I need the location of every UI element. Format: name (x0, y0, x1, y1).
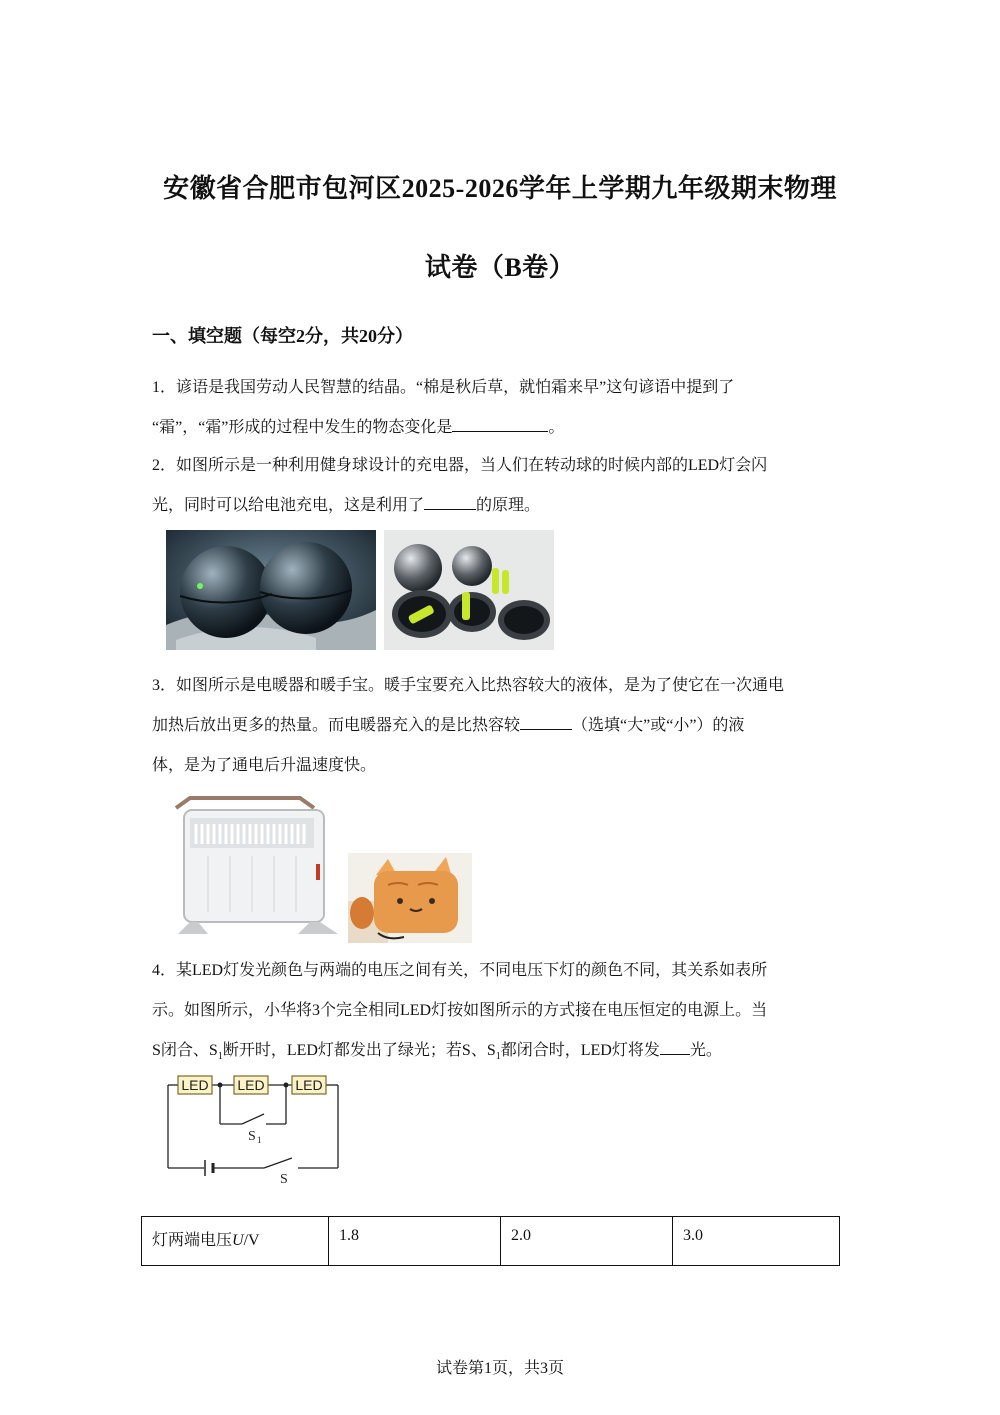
question-1-line1: 1．谚语是我国劳动人民智慧的结晶。“棉是秋后草，就怕霜来早”这句谚语中提到了 (152, 379, 735, 396)
answer-blank-3[interactable] (520, 711, 572, 730)
page-footer: 试卷第1页，共3页 (435, 1360, 564, 1377)
table-row (142, 1217, 840, 1266)
question-2-end: 的原理。 (476, 497, 541, 514)
circuit-diagram (158, 1068, 348, 1193)
question-2-text: 光，同时可以给电池充电，这是利用了 (152, 497, 425, 514)
answer-blank-4[interactable] (660, 1036, 690, 1055)
question-3-line2 (152, 706, 852, 746)
question-4-text-c: 都闭合时，LED灯将发 (500, 1042, 660, 1059)
question-1-text: “霜”，“霜”形成的过程中发生的物态变化是 (152, 419, 453, 436)
question-4-line1: 4．某LED灯发光颜色与两端的电压之间有关，不同电压下灯的颜色不同，其关系如表所 (152, 962, 768, 979)
question-3-options: （选填“大”或“小”）的液 (572, 717, 745, 734)
question-4 (152, 951, 852, 1077)
question-4-text-a: S闭合、S (152, 1042, 218, 1059)
question-1-line2 (152, 408, 852, 448)
led-label-1: LED (181, 1077, 209, 1093)
question-3 (152, 666, 852, 786)
table-header-cell (142, 1217, 329, 1266)
question-1 (152, 368, 852, 448)
table-cell: 3.0 (673, 1217, 840, 1266)
question-2-line2 (152, 486, 852, 526)
question-4-end: 光。 (689, 1042, 722, 1059)
led-label-2: LED (237, 1077, 265, 1093)
switch-s-label: S (280, 1172, 288, 1187)
question-4-sub-1: 1 (217, 1051, 223, 1063)
switch-s1-subscript: 1 (257, 1135, 262, 1145)
question-2-line1: 2．如图所示是一种利用健身球设计的充电器，当人们在转动球的时候内部的LED灯会闪 (152, 457, 768, 474)
question-4-line2: 示。如图所示，小华将3个完全相同LED灯按如图所示的方式接在电压恒定的电源上。当 (152, 1002, 768, 1019)
question-4-sub-2: 1 (495, 1051, 501, 1063)
exam-title-line2: 试卷（B卷） (424, 253, 576, 282)
exam-title-line1: 安徽省合肥市包河区2025-2026学年上学期九年级期末物理 (163, 174, 837, 203)
answer-blank-1[interactable] (452, 413, 548, 432)
answer-blank-2[interactable] (424, 491, 476, 510)
question-3-line1: 3．如图所示是电暖器和暖手宝。暖手宝要充入比热容较大的液体，是为了使它在一次通电 (152, 677, 785, 694)
question-4-text-b: 断开时，LED灯都发出了绿光；若S、S (222, 1042, 496, 1059)
charger-balls-batteries-image (384, 530, 554, 650)
fitness-ball-in-hands-image (166, 530, 376, 650)
question-2 (152, 446, 852, 526)
question-1-end: 。 (548, 419, 565, 436)
table-header-text: 灯两端电压 (152, 1232, 233, 1249)
question-3-line3: 体，是为了通电后升温速度快。 (152, 757, 377, 774)
table-cell: 1.8 (329, 1217, 501, 1266)
hand-warmer-image (348, 853, 472, 943)
voltage-table (141, 1216, 840, 1266)
table-cell: 2.0 (501, 1217, 673, 1266)
table-header-variable: U (232, 1232, 244, 1249)
table-header-unit: /V (243, 1232, 260, 1249)
question-3-text: 加热后放出更多的热量。而电暖器充入的是比热容较 (152, 717, 521, 734)
switch-s1-label: S (248, 1129, 256, 1144)
led-label-3: LED (295, 1077, 323, 1093)
electric-heater-image (168, 794, 340, 940)
section-heading-fill-in: 一、填空题（每空2分，共20分） (152, 326, 413, 346)
